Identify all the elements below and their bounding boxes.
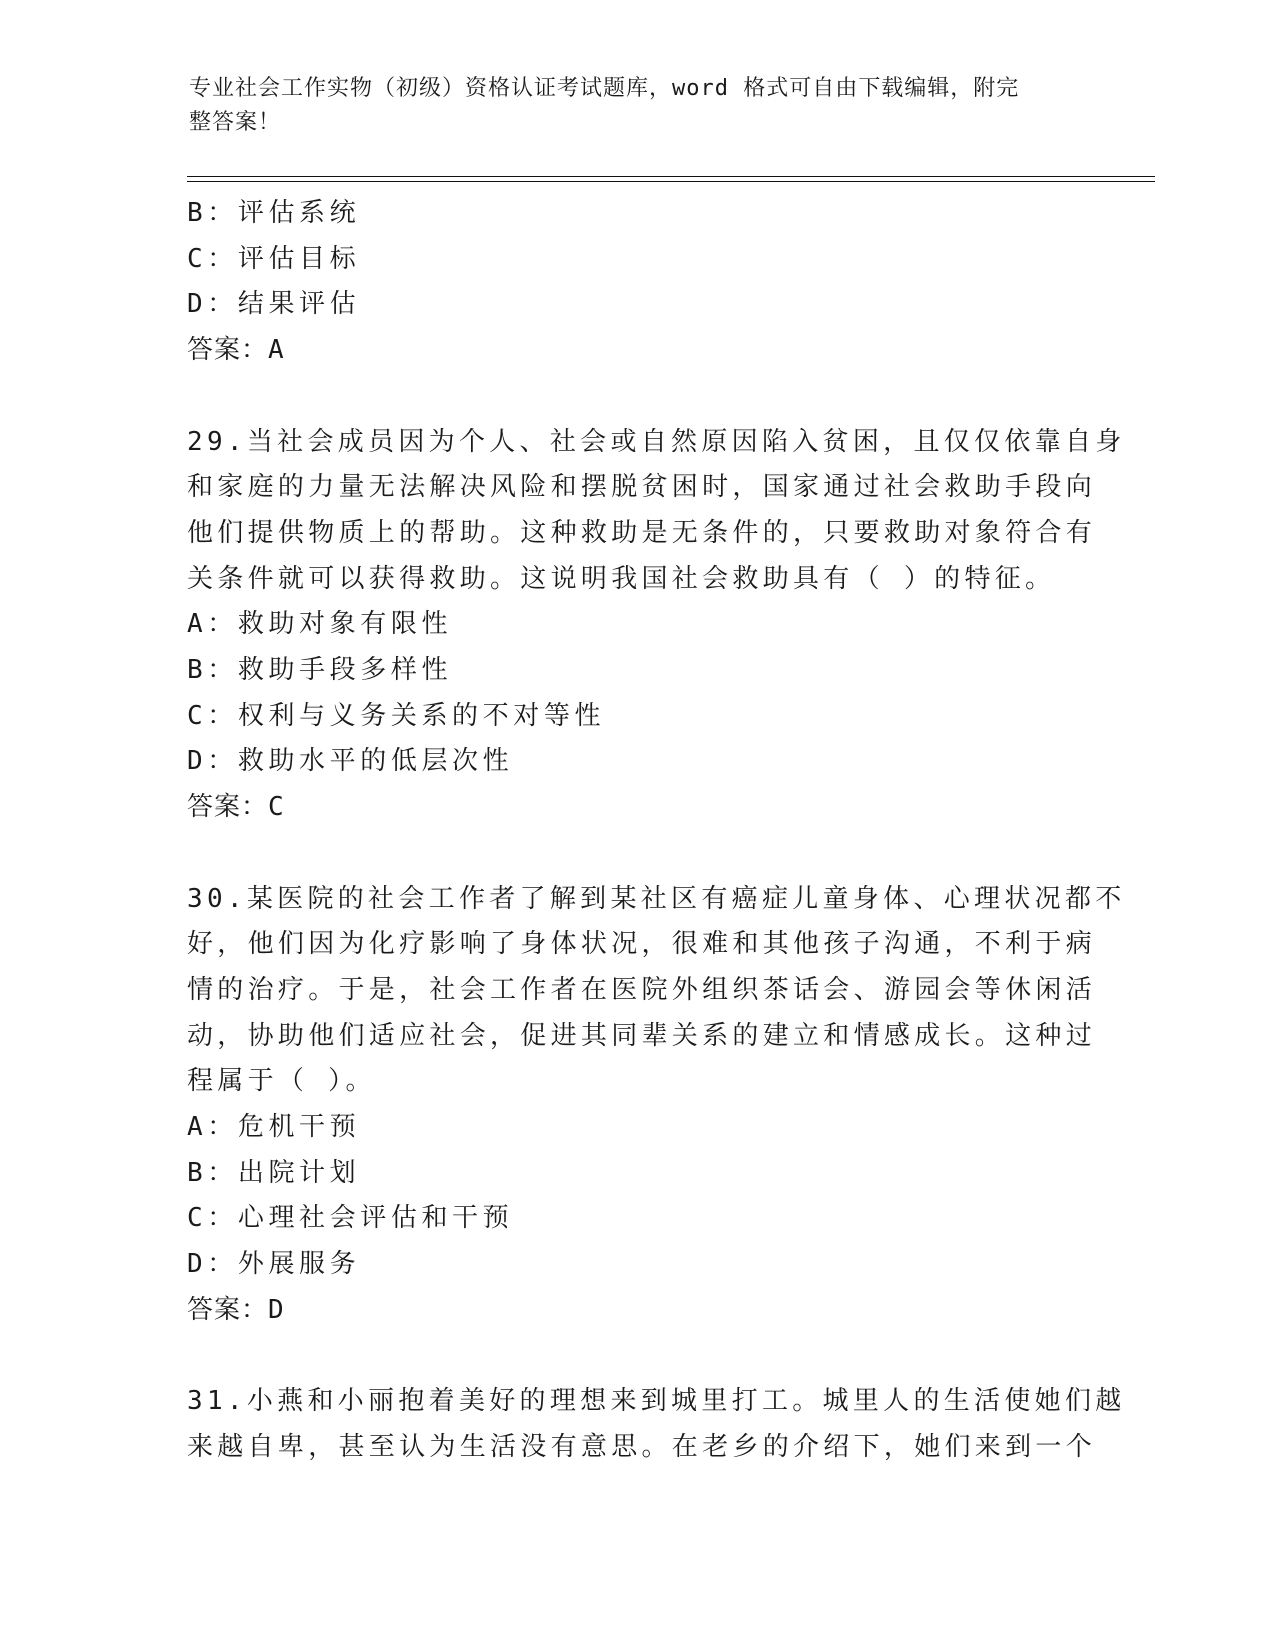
stem-line: 关条件就可以获得救助。这说明我国社会救助具有（ ）的特征。 bbox=[187, 563, 1056, 594]
header-line-2: 整答案！ bbox=[189, 110, 282, 135]
option-b: B：评估系统 bbox=[187, 198, 361, 228]
question-content bbox=[187, 191, 1126, 1471]
question-stem bbox=[187, 420, 1126, 603]
header-divider-top bbox=[187, 176, 1155, 177]
question-stem bbox=[187, 877, 1126, 1106]
stem-line: 好，他们因为化疗影响了身体状况，很难和其他孩子沟通，不利于病 bbox=[187, 929, 1097, 960]
header-line-1: 专业社会工作实物（初级）资格认证考试题库，word 格式可自由下载编辑，附完 bbox=[189, 76, 1020, 101]
stem-line: 程属于（ ）。 bbox=[187, 1066, 376, 1097]
option-b: B：出院计划 bbox=[187, 1157, 361, 1188]
question-29 bbox=[187, 420, 1126, 831]
option-d: D：结果评估 bbox=[187, 289, 361, 320]
document-header bbox=[189, 72, 1069, 140]
option-d: D：救助水平的低层次性 bbox=[187, 746, 514, 777]
question-stem bbox=[187, 1379, 1126, 1470]
stem-line: 和家庭的力量无法解决风险和摆脱贫困时，国家通过社会救助手段向 bbox=[187, 472, 1097, 503]
stem-line: 他们提供物质上的帮助。这种救助是无条件的，只要救助对象符合有 bbox=[187, 517, 1097, 548]
answer-line: 答案：C bbox=[187, 792, 285, 823]
answer-line: 答案：D bbox=[187, 1294, 285, 1325]
option-a: A：救助对象有限性 bbox=[187, 609, 453, 640]
spacer bbox=[187, 1334, 1087, 1380]
answer-line: 答案：A bbox=[187, 335, 285, 366]
stem-line: 情的治疗。于是，社会工作者在医院外组织茶话会、游园会等休闲活 bbox=[187, 974, 1097, 1005]
stem-line: 动，协助他们适应社会，促进其同辈关系的建立和情感成长。这种过 bbox=[187, 1020, 1097, 1051]
question-28-continued bbox=[187, 191, 1087, 374]
spacer bbox=[187, 374, 1087, 420]
option-c: C：权利与义务关系的不对等性 bbox=[187, 700, 606, 731]
stem-line: 29.当社会成员因为个人、社会或自然原因陷入贫困，且仅仅依靠自身 bbox=[187, 426, 1126, 457]
option-d: D：外展服务 bbox=[187, 1249, 361, 1280]
question-31 bbox=[187, 1379, 1126, 1470]
question-30 bbox=[187, 877, 1126, 1334]
option-c: C：评估目标 bbox=[187, 243, 361, 274]
option-a: A：危机干预 bbox=[187, 1112, 361, 1143]
stem-line: 30.某医院的社会工作者了解到某社区有癌症儿童身体、心理状况都不 bbox=[187, 883, 1126, 914]
stem-line: 31.小燕和小丽抱着美好的理想来到城里打工。城里人的生活使她们越 bbox=[187, 1386, 1126, 1417]
stem-line: 来越自卑，甚至认为生活没有意思。在老乡的介绍下，她们来到一个 bbox=[187, 1431, 1097, 1462]
spacer bbox=[187, 831, 1087, 877]
option-c: C：心理社会评估和干预 bbox=[187, 1203, 514, 1234]
header-divider-bottom bbox=[187, 181, 1155, 182]
option-b: B：救助手段多样性 bbox=[187, 655, 453, 686]
